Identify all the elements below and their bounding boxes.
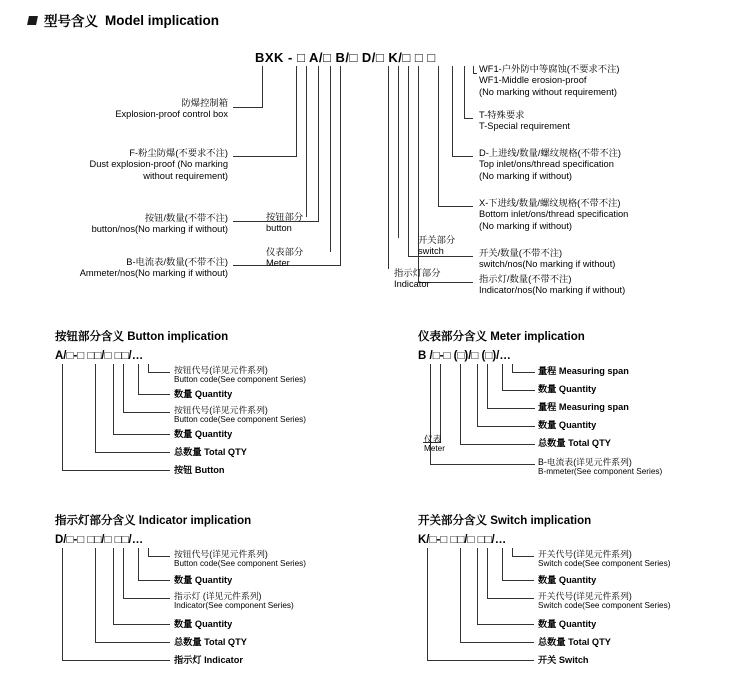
button-item-5 <box>174 465 225 476</box>
leader-line <box>438 66 439 206</box>
button-item-0 <box>174 365 306 385</box>
subtitle-meter-implication <box>418 328 585 344</box>
label-button-nos <box>0 213 228 236</box>
leader-line <box>330 66 331 252</box>
leader-line <box>452 66 453 156</box>
button-item-1 <box>174 389 232 400</box>
label-cn: B-电流表/数量(不带不注) <box>126 257 228 267</box>
page-title <box>28 10 219 30</box>
leader-line <box>438 206 473 207</box>
leader-line <box>340 66 341 265</box>
label-en: Bottom inlet/ons/thread specification <box>479 209 629 220</box>
button-item-3 <box>174 429 232 440</box>
label-en: button <box>266 223 292 234</box>
subtitle-switch-implication <box>418 512 591 528</box>
label-en-2: without requirement) <box>143 170 228 181</box>
subtitle-en: Button implication <box>127 331 229 343</box>
label-switch-part <box>418 235 455 258</box>
item-cn: 开关代号(详见元件系列) <box>538 591 632 601</box>
leader-line <box>318 66 319 221</box>
item-cn: 总数量 Total QTY <box>174 447 247 457</box>
label-cn: 按钮/数量(不带不注) <box>144 213 228 223</box>
meter-item-1 <box>538 384 596 395</box>
label-special-requirement <box>479 110 570 133</box>
label-button-part <box>266 212 303 235</box>
meter-item-2 <box>538 402 629 413</box>
item-en: Button code(See component Series) <box>174 415 306 425</box>
label-cn: 按钮部分 <box>266 212 304 222</box>
leader-line <box>306 66 307 217</box>
leader-line <box>408 66 409 256</box>
item-cn: 总数量 Total QTY <box>538 438 611 448</box>
label-en: Dust explosion-proof (No marking <box>89 159 228 170</box>
item-cn: 数量 Quantity <box>174 389 233 399</box>
meter-item-5 <box>424 434 445 454</box>
page-title-en: Model implication <box>105 12 220 28</box>
item-en: Button code(See component Series) <box>174 375 306 385</box>
button-code-string: A/□-□ □□/□ □□/… <box>55 350 144 362</box>
label-indicator-part <box>394 268 441 291</box>
label-en: Meter <box>266 258 290 269</box>
item-cn: 量程 Measuring span <box>538 402 629 412</box>
item-cn: 指示灯 (详见元件系列) <box>174 591 262 601</box>
label-en: Explosion-proof control box <box>115 109 228 120</box>
meter-item-0 <box>538 366 629 377</box>
label-cn: 开关部分 <box>418 235 456 245</box>
item-cn: 数量 Quantity <box>174 575 233 585</box>
label-en: button/nos(No marking if without) <box>91 224 228 235</box>
item-cn: 指示灯 Indicator <box>174 655 243 665</box>
label-en-2: (No marking if without) <box>479 220 572 231</box>
leader-line <box>262 66 263 107</box>
item-en: Switch code(See component Series) <box>538 601 671 611</box>
leader-line <box>464 118 473 119</box>
switch-item-3 <box>538 619 596 630</box>
button-item-4 <box>174 447 247 458</box>
item-cn: 仪表 <box>424 434 442 444</box>
indicator-item-0 <box>174 549 306 569</box>
indicator-code-string: D/□-□ □□/□ □□/… <box>55 534 144 546</box>
item-en: B-mmeter(See component Series) <box>538 467 663 477</box>
switch-code-string: K/□-□ □□/□ □□/… <box>418 534 507 546</box>
label-en-2: (No marking without requirement) <box>479 86 617 97</box>
leader-line <box>233 156 297 157</box>
item-cn: 量程 Measuring span <box>538 366 629 376</box>
leader-line <box>464 66 465 118</box>
item-cn: 数量 Quantity <box>538 619 597 629</box>
subtitle-cn: 按钮部分含义 <box>55 331 124 343</box>
label-en: Ammeter/nos(No marking if without) <box>79 268 228 279</box>
label-indicator-nos <box>479 274 625 297</box>
item-cn: 按钮代号(详见元件系列) <box>174 549 268 559</box>
item-cn: 数量 Quantity <box>174 619 233 629</box>
label-cn: X-下进线/数量/螺纹规格(不带不注) <box>479 198 621 208</box>
label-explosion-proof-box <box>0 98 228 121</box>
item-cn: 数量 Quantity <box>538 420 597 430</box>
label-cn: D-上进线/数量/螺纹规格(不带不注) <box>479 148 622 158</box>
label-en: Top inlet/ons/thread specification <box>479 159 614 170</box>
label-cn: T-特殊要求 <box>479 110 525 120</box>
item-cn: 按钮 Button <box>174 465 225 475</box>
subtitle-en: Switch implication <box>490 515 592 527</box>
button-item-2 <box>174 405 306 425</box>
item-cn: 按钮代号(详见元件系列) <box>174 405 268 415</box>
label-en: WF1-Middle erosion-proof <box>479 75 587 86</box>
leader-line <box>388 66 389 269</box>
indicator-item-4 <box>174 637 247 648</box>
subtitle-cn: 仪表部分含义 <box>418 331 487 343</box>
indicator-item-2 <box>174 591 294 611</box>
item-cn: 总数量 Total QTY <box>174 637 247 647</box>
switch-item-4 <box>538 637 611 648</box>
page-title-cn: 型号含义 <box>44 14 98 29</box>
label-cn: 指示灯部分 <box>394 268 441 278</box>
item-en: Meter <box>424 444 445 454</box>
label-cn: 仪表部分 <box>266 247 304 257</box>
label-dust-explosion-proof <box>0 148 228 182</box>
label-wf1-erosion <box>479 64 619 98</box>
label-bottom-inlet <box>479 198 628 232</box>
label-en: switch <box>418 246 444 257</box>
indicator-item-1 <box>174 575 232 586</box>
item-cn: 按钮代号(详见元件系列) <box>174 365 268 375</box>
leader-line <box>473 66 474 73</box>
meter-item-3 <box>538 420 596 431</box>
meter-item-6 <box>538 457 662 477</box>
item-cn: 开关代号(详见元件系列) <box>538 549 632 559</box>
subtitle-en: Meter implication <box>490 331 585 343</box>
label-cn: 防爆控制箱 <box>181 98 228 108</box>
subtitle-cn: 开关部分含义 <box>418 515 487 527</box>
item-en: Button code(See component Series) <box>174 559 306 569</box>
meter-item-4 <box>538 438 611 449</box>
bullet-icon <box>27 16 38 25</box>
item-cn: 数量 Quantity <box>538 384 597 394</box>
item-cn: 数量 Quantity <box>174 429 233 439</box>
subtitle-cn: 指示灯部分含义 <box>55 515 136 527</box>
label-en: Indicator/nos(No marking if without) <box>479 285 626 296</box>
item-en: Indicator(See component Series) <box>174 601 294 611</box>
item-cn: 数量 Quantity <box>538 575 597 585</box>
leader-line <box>398 66 399 238</box>
leader-line <box>452 156 473 157</box>
subtitle-button-implication <box>55 328 228 344</box>
label-en: T-Special requirement <box>479 121 570 132</box>
switch-item-2 <box>538 591 670 611</box>
label-en-2: (No marking if without) <box>479 170 572 181</box>
label-cn: F-粉尘防爆(不要求不注) <box>129 148 228 158</box>
indicator-item-3 <box>174 619 232 630</box>
meter-code-string: B /□-□ (□)/□ (□)/… <box>418 350 511 362</box>
indicator-item-5 <box>174 655 243 666</box>
switch-item-1 <box>538 575 596 586</box>
leader-line <box>473 73 477 74</box>
label-ammeter-nos <box>0 257 228 280</box>
label-en: Indicator <box>394 279 430 290</box>
label-switch-nos <box>479 248 615 271</box>
item-cn: B-电流表(详见元件系列) <box>538 457 632 467</box>
switch-item-5 <box>538 655 589 666</box>
leader-line <box>233 107 263 108</box>
label-meter-part <box>266 247 303 270</box>
label-cn: 开关/数量(不带不注) <box>479 248 563 258</box>
item-cn: 总数量 Total QTY <box>538 637 611 647</box>
leader-line <box>296 66 297 156</box>
label-en: switch/nos(No marking if without) <box>479 259 616 270</box>
item-cn: 开关 Switch <box>538 655 589 665</box>
item-en: Switch code(See component Series) <box>538 559 671 569</box>
main-model-code: BXK - □ A/□ B/□ D/□ K/□ □ □ <box>255 50 436 65</box>
subtitle-indicator-implication <box>55 512 251 528</box>
subtitle-en: Indicator implication <box>138 515 252 527</box>
label-cn: 指示灯/数量(不带不注) <box>479 274 572 284</box>
label-cn: WF1-户外防中等腐蚀(不要求不注) <box>479 64 620 74</box>
label-top-inlet <box>479 148 621 182</box>
switch-item-0 <box>538 549 670 569</box>
